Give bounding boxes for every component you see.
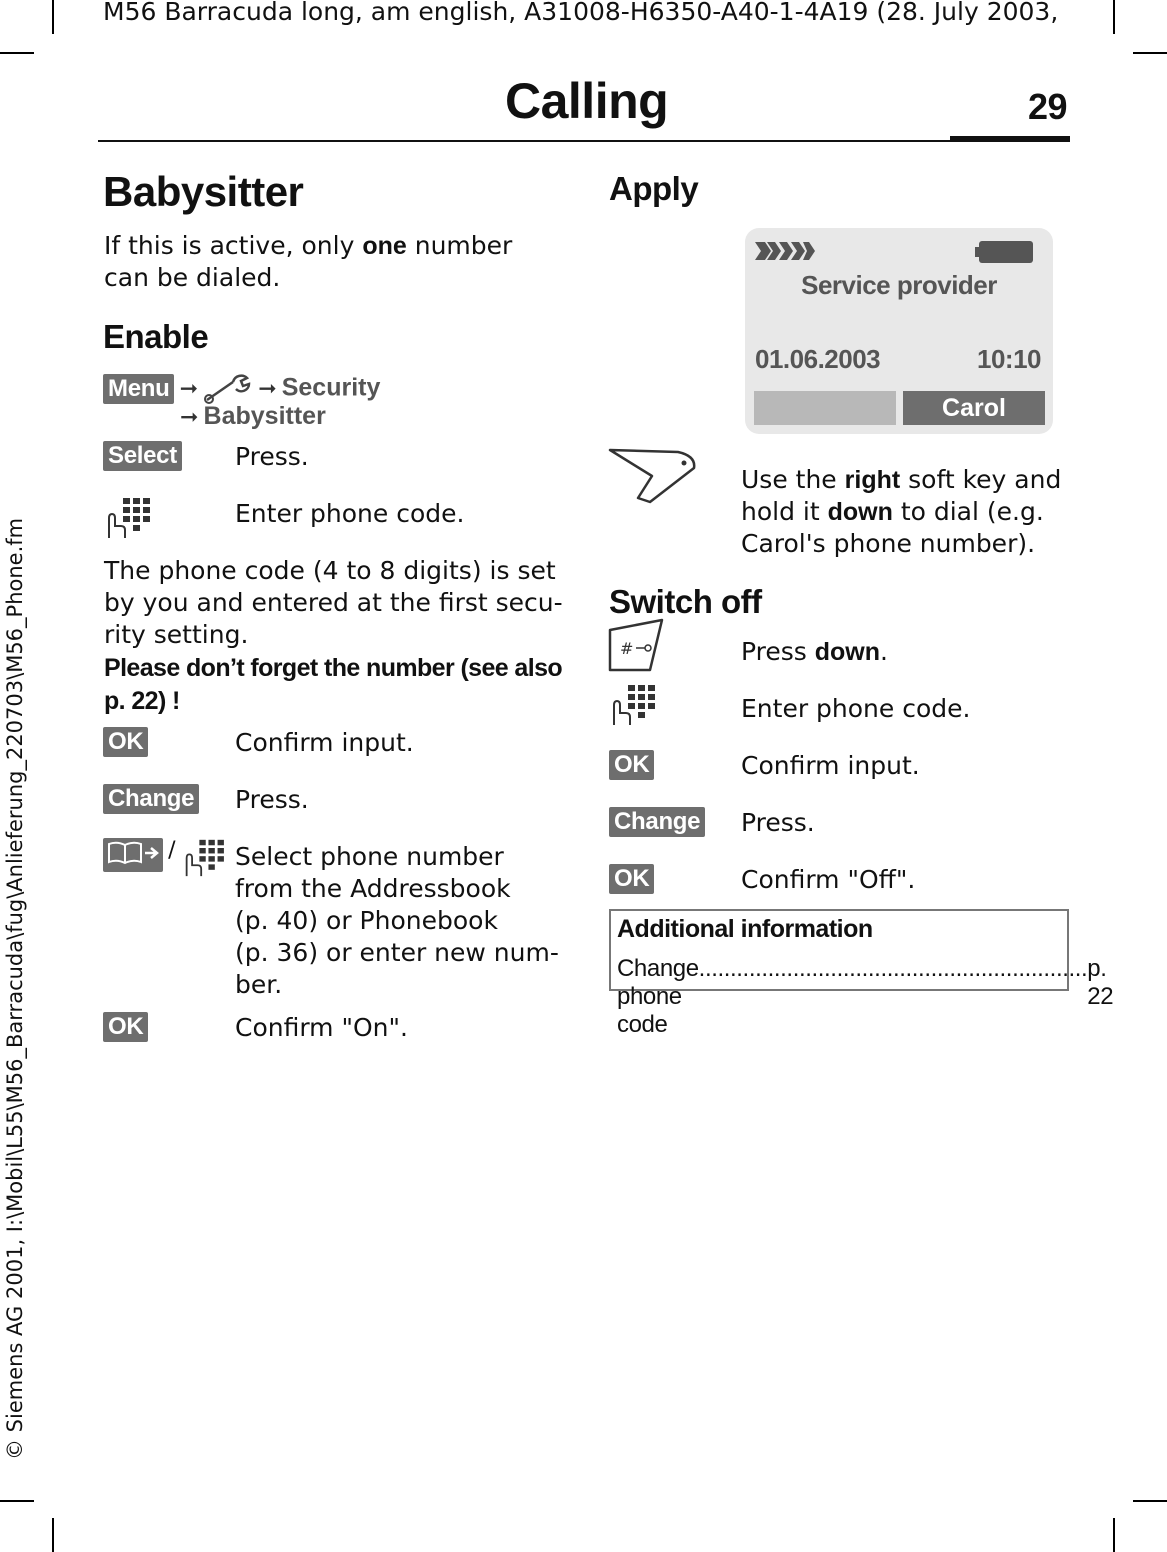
page-title: Calling <box>505 73 669 129</box>
dot-leader: .............................................................. <box>698 955 1088 982</box>
enable-heading: Enable <box>103 318 209 355</box>
warning-line: Please don’t forget the number (see also <box>104 654 563 682</box>
text-line: ber. <box>235 970 283 999</box>
step-ok-text: Confirm input. <box>235 728 414 757</box>
text-line: Select phone number <box>235 842 504 871</box>
apply-heading: Apply <box>609 170 699 207</box>
section-title-babysitter: Babysitter <box>103 168 304 215</box>
change-key[interactable]: Change <box>103 784 199 814</box>
step-select <box>103 441 182 471</box>
confirm-input-text: Confirm input. <box>741 751 920 780</box>
confirm-off-text: Confirm "Off". <box>741 865 916 894</box>
step-change-left <box>103 784 199 814</box>
text-line: from the Addressbook <box>235 874 511 903</box>
nav-security[interactable]: Security <box>281 373 381 402</box>
side-copyright: © Siemens AG 2001, I:\Mobil\L55\M56_Barracuda\fug\Anlieferung_220703\M56_Phone.fm <box>3 517 27 1460</box>
slash-separator: / <box>168 838 176 863</box>
step-select-text: Press. <box>235 442 309 471</box>
crop-mark <box>52 0 54 34</box>
apply-text <box>741 464 1071 560</box>
right-softkey-icon[interactable] <box>608 446 700 510</box>
text-line: (p. 40) or Phonebook <box>235 906 498 935</box>
step-final <box>103 1012 148 1042</box>
ok-key[interactable]: OK <box>609 864 654 894</box>
text-line: hold it down to dial (e.g. <box>741 497 1044 526</box>
confirm-on-text: Confirm "On". <box>235 1013 408 1042</box>
text-line: Use the right soft key and <box>741 465 1062 494</box>
change-key[interactable]: Change <box>609 807 705 837</box>
ok-key[interactable]: OK <box>609 750 654 780</box>
warning-line: p. 22) ! <box>104 687 180 715</box>
addressbook-icon[interactable] <box>103 838 163 872</box>
warning-text <box>104 652 574 718</box>
arrow-right-icon: ➞ <box>258 376 277 402</box>
info-link-row[interactable] <box>617 955 1114 1039</box>
keypad-icon <box>181 838 225 882</box>
select-number-text <box>235 841 565 1001</box>
title-rule <box>98 140 950 142</box>
additional-info-box <box>609 909 1114 1038</box>
hash-key-icon[interactable] <box>608 618 666 680</box>
paragraph-line: by you and entered at the first secu- <box>104 588 563 617</box>
page-number-rule <box>950 136 1070 142</box>
phone-code-paragraph <box>104 555 574 651</box>
crop-mark <box>1113 0 1115 34</box>
intro-text: If this is active, only one number can be dialed. <box>104 231 513 292</box>
crop-mark <box>52 1518 54 1552</box>
paragraph-line: The phone code (4 to 8 digits) is set <box>104 556 556 585</box>
info-item: Change phone code <box>617 955 699 1038</box>
crop-mark <box>0 52 34 54</box>
crop-mark <box>1133 52 1167 54</box>
left-softkey[interactable] <box>754 391 896 425</box>
enter-code-text: Enter phone code. <box>741 694 971 723</box>
screen-date: 01.06.2003 <box>755 344 881 374</box>
document-header: M56 Barracuda long, am english, A31008-H6350-A40-1-4A19 (28. July 2003, <box>103 0 1059 26</box>
keypad-icon <box>103 496 151 544</box>
addressbook-or-keypad <box>103 838 225 882</box>
text-line: (p. 36) or enter new num- <box>235 938 559 967</box>
arrow-right-icon: ➞ <box>180 405 199 430</box>
menu-key[interactable]: Menu <box>103 374 174 404</box>
step-keypad-text: Enter phone code. <box>235 499 465 528</box>
menu-path-line2 <box>180 402 326 431</box>
ok-key[interactable]: OK <box>103 727 148 757</box>
info-title: Additional information <box>617 915 873 943</box>
press-text: Press. <box>741 808 815 837</box>
select-key[interactable]: Select <box>103 441 182 471</box>
step-ok-left <box>103 727 148 757</box>
crop-mark <box>0 1500 34 1502</box>
step-change-right <box>609 807 705 837</box>
signal-icon <box>755 240 817 266</box>
switch-off-heading: Switch off <box>609 583 762 620</box>
nav-babysitter[interactable]: Babysitter <box>203 402 326 430</box>
page-number: 29 <box>1028 86 1068 127</box>
info-page: p. 22 <box>1087 955 1114 1010</box>
step-ok-right <box>609 750 654 780</box>
battery-icon <box>975 240 1035 268</box>
phone-display <box>745 228 1053 434</box>
right-softkey-carol[interactable]: Carol <box>903 391 1045 425</box>
keypad-icon <box>608 683 656 731</box>
step-ok-off <box>609 864 654 894</box>
ok-key[interactable]: OK <box>103 1012 148 1042</box>
step-change-text: Press. <box>235 785 309 814</box>
text-line: Carol's phone number). <box>741 529 1036 558</box>
press-down-text: Press down. <box>741 637 888 666</box>
paragraph-line: rity setting. <box>104 620 249 649</box>
svg-text:#: # <box>620 639 634 658</box>
service-provider: Service provider <box>801 270 997 300</box>
crop-mark <box>1133 1500 1167 1502</box>
screen-time: 10:10 <box>977 344 1041 374</box>
crop-mark <box>1113 1518 1115 1552</box>
arrow-right-icon: ➞ <box>179 376 198 402</box>
